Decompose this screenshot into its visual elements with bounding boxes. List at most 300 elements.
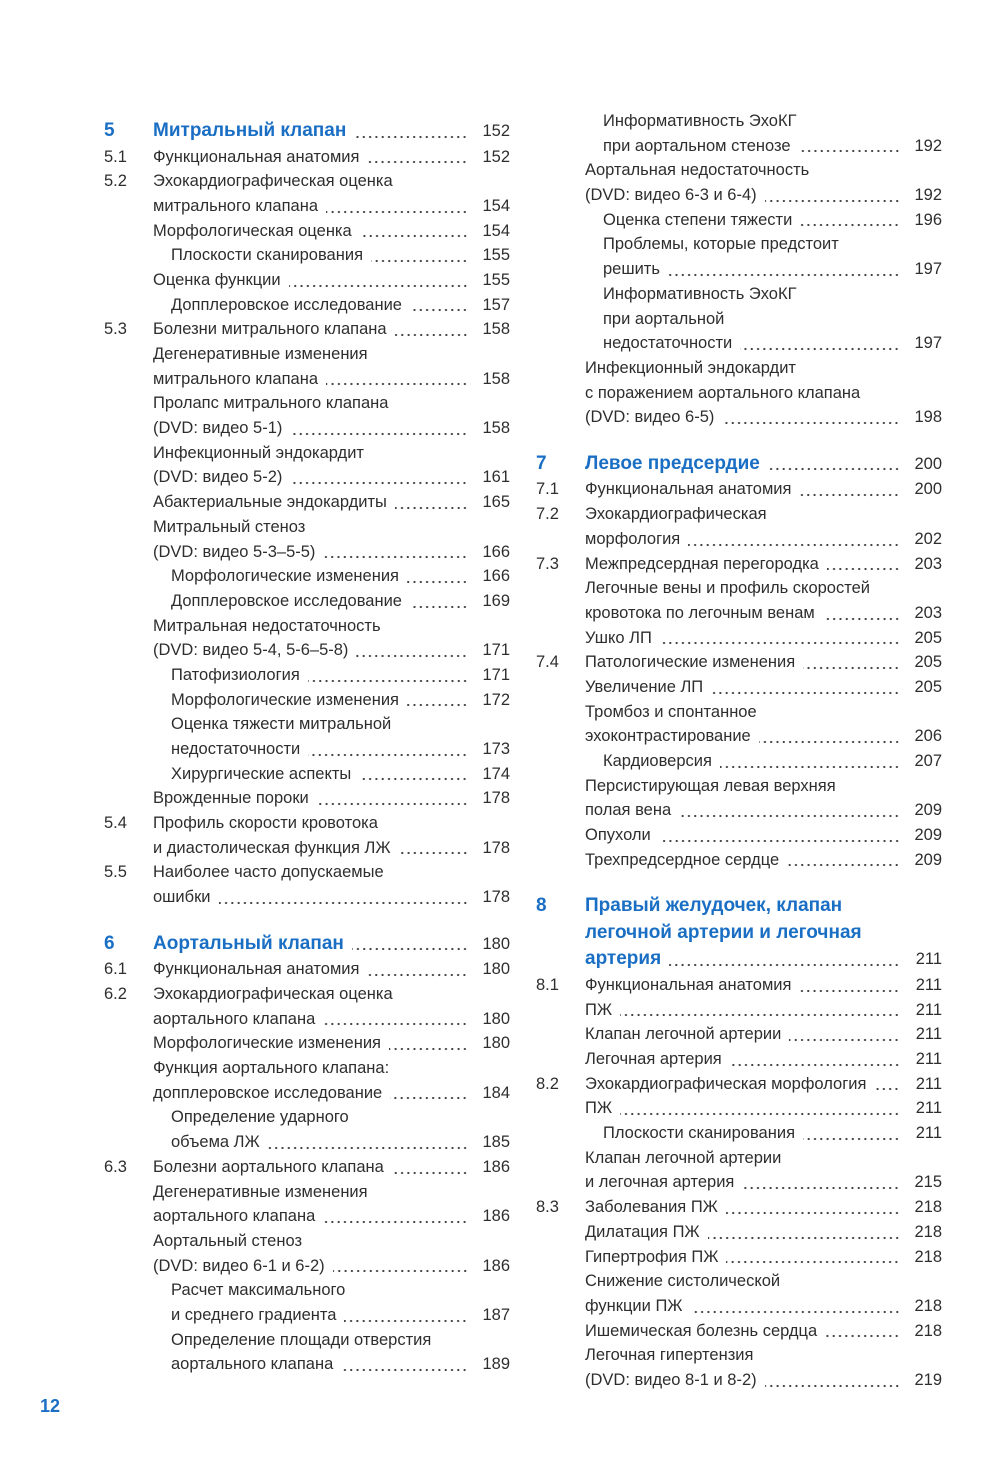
page-ref: 186 — [482, 1157, 510, 1176]
entry-title-line — [104, 367, 510, 392]
section-number: 5.1 — [104, 147, 127, 166]
toc-entry[interactable] — [536, 1319, 942, 1344]
entry-title-text: Аортальная недостаточность — [585, 161, 810, 180]
entry-title-line — [104, 614, 510, 639]
dot-leader — [308, 663, 468, 688]
dot-leader — [660, 626, 900, 651]
toc-entry[interactable] — [536, 109, 942, 158]
entry-title-text: Тромбоз и спонтанное — [585, 702, 757, 721]
toc-entry[interactable] — [104, 811, 510, 860]
page-ref: 218 — [914, 1321, 942, 1340]
entry-title-text: Эхокардиографическая морфология — [585, 1074, 867, 1093]
toc-entry[interactable] — [104, 1328, 510, 1377]
entry-title-text: и легочная артерия — [585, 1173, 735, 1192]
dot-leader — [407, 688, 468, 713]
page-ref: 211 — [915, 1000, 942, 1019]
entry-title-text: (DVD: видео 6-3 и 6-4) — [585, 186, 757, 205]
entry-title-line — [104, 243, 510, 268]
entry-title-text: Трехпредсердное сердце — [585, 850, 780, 869]
entry-title-line — [536, 700, 942, 725]
page-ref: 219 — [914, 1370, 942, 1389]
dot-leader — [787, 848, 900, 873]
toc-entry[interactable] — [104, 589, 510, 614]
toc-entry[interactable] — [104, 268, 510, 293]
dot-leader — [620, 1096, 900, 1121]
toc-entry[interactable] — [536, 774, 942, 823]
dot-leader — [356, 638, 468, 663]
entry-title-text: Хирургические аспекты — [171, 764, 352, 783]
entry-title-line — [104, 663, 510, 688]
entry-title-text: Абактериальные эндокардиты — [153, 493, 387, 512]
entry-title-text: Межпредсердная перегородка — [585, 554, 819, 573]
entry-title-line — [536, 724, 942, 749]
entry-title-text: Левое предсердие — [585, 452, 760, 474]
toc-entry[interactable] — [104, 614, 510, 663]
toc-entry[interactable] — [104, 317, 510, 342]
dot-leader — [799, 134, 900, 159]
entry-title-line — [104, 169, 510, 194]
entry-title-text: аортального клапана — [153, 1009, 316, 1028]
entry-title-line — [536, 381, 942, 406]
entry-title-line — [104, 118, 510, 145]
entry-title-text: Правый желудочек, клапан — [585, 895, 843, 917]
toc-entry[interactable] — [536, 1121, 942, 1146]
toc-entry[interactable] — [104, 441, 510, 490]
entry-title-line — [104, 957, 510, 982]
toc-entry[interactable] — [536, 477, 942, 502]
dot-leader — [726, 1245, 900, 1270]
page-ref: 205 — [914, 628, 942, 647]
section-number: 7.2 — [536, 505, 559, 524]
section-number: 6.2 — [104, 985, 127, 1003]
dot-leader — [711, 675, 900, 700]
entry-title-text: Легочная гипертензия — [585, 1346, 754, 1365]
section-number: 7 — [536, 452, 547, 474]
page-ref: 158 — [482, 369, 510, 388]
entry-title-text: Морфологические изменения — [171, 690, 399, 709]
entry-title-line — [536, 1022, 942, 1047]
page-ref: 211 — [915, 1074, 942, 1093]
toc-entry[interactable] — [104, 243, 510, 268]
toc-chapter[interactable] — [104, 118, 510, 145]
entry-title-line — [104, 1180, 510, 1205]
dot-leader — [290, 465, 468, 490]
entry-title-text: Митральная недостаточность — [153, 616, 381, 635]
entry-title-line — [536, 893, 942, 920]
entry-title-text: Болезни аортального клапана — [153, 1157, 384, 1176]
page-ref: 166 — [482, 567, 510, 586]
entry-title-text: Митральный стеноз — [153, 517, 306, 536]
entry-title-text: Функциональная анатомия — [153, 960, 360, 979]
entry-title-line — [536, 1121, 942, 1146]
entry-title-line — [536, 973, 942, 998]
toc-entry[interactable] — [104, 391, 510, 440]
dot-leader — [219, 885, 468, 910]
entry-title-text: при аортальном стенозе — [603, 136, 791, 155]
entry-title-line — [104, 342, 510, 367]
entry-title-line — [536, 1368, 942, 1393]
toc-entry[interactable] — [536, 502, 942, 551]
entry-title-line — [536, 1269, 942, 1294]
toc-entry[interactable] — [104, 515, 510, 564]
page-ref: 218 — [914, 1198, 942, 1217]
page-ref: 172 — [482, 690, 510, 709]
page-ref: 186 — [482, 1207, 510, 1226]
toc-entry[interactable] — [104, 342, 510, 391]
section-number: 5.4 — [104, 814, 127, 833]
entry-title-line — [536, 1047, 942, 1072]
toc-entry[interactable] — [104, 957, 510, 982]
page-ref: 158 — [482, 419, 510, 438]
entry-title-line — [536, 946, 942, 973]
toc-entry[interactable] — [536, 749, 942, 774]
toc-entry[interactable] — [104, 490, 510, 515]
entry-title-text: ПЖ — [585, 1099, 613, 1118]
entry-title-line — [104, 860, 510, 885]
entry-title-text: Гипертрофия ПЖ — [585, 1247, 719, 1266]
page-ref: 158 — [482, 320, 510, 339]
entry-title-text: Оценка тяжести митральной — [171, 715, 392, 734]
page-ref: 211 — [915, 950, 942, 969]
toc-entry[interactable] — [104, 219, 510, 244]
page-ref: 173 — [482, 740, 510, 758]
page-ref: 180 — [482, 1009, 510, 1028]
entry-title-line — [104, 1278, 510, 1303]
page-ref: 192 — [914, 136, 942, 155]
entry-title-text: Пролапс митрального клапана — [153, 394, 389, 413]
toc-entry[interactable] — [536, 1269, 942, 1318]
section-number: 7.3 — [536, 554, 559, 573]
entry-title-line — [536, 1170, 942, 1195]
toc-entry[interactable] — [536, 208, 942, 233]
entry-title-line — [104, 317, 510, 342]
dot-leader — [768, 451, 900, 478]
page-ref: 174 — [482, 764, 510, 783]
toc-entry[interactable] — [536, 576, 942, 625]
page-ref: 200 — [914, 454, 942, 473]
page-ref: 189 — [482, 1355, 510, 1374]
dot-leader — [708, 1220, 900, 1245]
toc-entry[interactable] — [536, 700, 942, 749]
entry-title-line — [104, 589, 510, 614]
entry-title-line — [104, 811, 510, 836]
entry-title-line — [104, 1328, 510, 1353]
toc-entry[interactable] — [536, 1195, 942, 1220]
toc-entry[interactable] — [104, 712, 510, 761]
entry-title-text: аортального клапана — [153, 1207, 316, 1226]
section-number: 5.3 — [104, 320, 127, 339]
dot-leader — [371, 243, 468, 268]
entry-title-text: Морфологическая оценка — [153, 221, 352, 240]
entry-title-text: (DVD: видео 6-5) — [585, 408, 715, 427]
dot-leader — [344, 1303, 468, 1328]
entry-title-text: Дегенеративные изменения — [153, 345, 368, 363]
entry-title-line — [104, 737, 510, 762]
page-ref: 166 — [482, 542, 510, 561]
entry-title-text: легочной артерии и легочная — [585, 921, 862, 943]
entry-title-text: (DVD: видео 5-4, 5-6–5-8) — [153, 641, 349, 660]
entry-title-line — [536, 257, 942, 282]
toc-entry[interactable] — [104, 1056, 510, 1105]
dot-leader — [333, 1254, 468, 1279]
section-number: 8.2 — [536, 1074, 559, 1093]
entry-title-line — [536, 650, 942, 675]
section-number: 7.1 — [536, 480, 559, 499]
dot-leader — [825, 1319, 900, 1344]
page-ref: 178 — [482, 888, 510, 907]
entry-title-line — [536, 626, 942, 651]
entry-title-text: артерия — [585, 948, 662, 970]
page-ref: 178 — [482, 789, 510, 808]
page-ref: 211 — [915, 975, 942, 994]
entry-title-text: Патофизиология — [171, 665, 300, 684]
page-ref: 180 — [482, 960, 510, 979]
entry-title-text: Плоскости сканирования — [171, 246, 363, 265]
toc-entry[interactable] — [104, 1031, 510, 1056]
entry-title-text: Проблемы, которые предстоит — [603, 235, 839, 254]
toc-entry[interactable] — [104, 663, 510, 688]
toc-entry[interactable] — [536, 1022, 942, 1047]
entry-title-line — [104, 1254, 510, 1279]
entry-title-text: Кардиоверсия — [603, 752, 712, 770]
entry-title-text: Функциональная анатомия — [585, 480, 792, 499]
entry-title-text: Ишемическая болезнь сердца — [585, 1321, 818, 1340]
toc-entry[interactable] — [536, 1220, 942, 1245]
dot-leader — [620, 998, 900, 1023]
section-number: 6.1 — [104, 960, 127, 979]
toc-entry[interactable] — [536, 998, 942, 1023]
section-number: 5.2 — [104, 172, 127, 191]
entry-title-text: недостаточности — [171, 740, 301, 758]
toc-entry[interactable] — [536, 1146, 942, 1195]
entry-title-line — [536, 552, 942, 577]
entry-title-text: Врожденные пороки — [153, 789, 309, 808]
entry-title-line — [104, 465, 510, 490]
toc-column-left — [104, 118, 510, 1377]
entry-title-text: Морфологические изменения — [171, 567, 399, 586]
page-ref: 184 — [482, 1083, 510, 1102]
entry-title-line — [536, 848, 942, 873]
toc-entry[interactable] — [536, 356, 942, 430]
dot-leader — [268, 1130, 468, 1155]
toc-chapter[interactable] — [104, 931, 510, 958]
toc-entry[interactable] — [104, 169, 510, 218]
entry-title-text: Функциональная анатомия — [153, 147, 360, 166]
entry-title-line — [104, 540, 510, 565]
entry-title-text: полая вена — [585, 801, 672, 820]
toc-entry[interactable] — [104, 145, 510, 170]
entry-title-line — [104, 712, 510, 737]
entry-title-line — [536, 774, 942, 799]
entry-title-text: Опухоли — [585, 826, 651, 845]
page-ref: 171 — [482, 665, 510, 684]
dot-leader — [410, 589, 468, 614]
dot-leader — [359, 762, 468, 787]
entry-title-text: Допплеровское исследование — [171, 591, 402, 610]
toc-entry[interactable] — [536, 675, 942, 700]
section-number: 6.3 — [104, 1157, 127, 1176]
entry-title-text: Заболевания ПЖ — [585, 1198, 718, 1217]
dot-leader — [407, 564, 468, 589]
toc-entry[interactable] — [104, 1229, 510, 1278]
page-ref: 187 — [482, 1305, 510, 1324]
dot-leader — [669, 946, 900, 973]
dot-leader — [323, 1204, 468, 1229]
dot-leader — [742, 1170, 900, 1195]
dot-leader — [789, 1022, 900, 1047]
toc-entry[interactable] — [104, 1180, 510, 1229]
dot-leader — [308, 737, 468, 762]
toc-entry[interactable] — [536, 650, 942, 675]
toc-entry[interactable] — [536, 232, 942, 281]
page-ref: 218 — [914, 1247, 942, 1266]
section-number: 7.4 — [536, 653, 559, 672]
toc-entry[interactable] — [536, 1245, 942, 1270]
page-ref: 169 — [482, 591, 510, 610]
entry-title-text: (DVD: видео 5-2) — [153, 468, 283, 487]
page-ref: 206 — [914, 727, 942, 746]
page-ref: 207 — [914, 752, 942, 770]
dot-leader — [874, 1072, 900, 1097]
dot-leader — [688, 527, 900, 552]
entry-title-text: ошибки — [153, 888, 211, 907]
entry-title-text: ПЖ — [585, 1000, 613, 1019]
toc-entry[interactable] — [536, 626, 942, 651]
dot-leader — [317, 786, 468, 811]
entry-title-text: Аортальный клапан — [153, 932, 344, 954]
toc-entry[interactable] — [536, 848, 942, 873]
entry-title-line — [104, 564, 510, 589]
dot-leader — [354, 118, 468, 145]
page-ref: 198 — [914, 408, 942, 427]
entry-title-text: Профиль скорости кровотока — [153, 814, 378, 833]
entry-title-text: Инфекционный эндокардит — [585, 358, 796, 377]
entry-title-text: Эхокардиографическая оценка — [153, 172, 393, 191]
entry-title-text: Эхокардиографическая — [585, 505, 767, 524]
toc-entry[interactable] — [536, 1096, 942, 1121]
page-ref: 196 — [914, 210, 942, 229]
entry-title-line — [536, 208, 942, 233]
page-ref: 192 — [914, 186, 942, 205]
entry-title-text: Определение ударного — [171, 1108, 349, 1127]
entry-title-line — [104, 515, 510, 540]
page-ref: 211 — [915, 1025, 942, 1044]
entry-title-line — [104, 145, 510, 170]
page-ref: 203 — [914, 603, 942, 622]
page-ref: 178 — [482, 838, 510, 857]
entry-title-line — [536, 601, 942, 626]
dot-leader — [765, 183, 900, 208]
dot-leader — [390, 1081, 468, 1106]
toc-entry[interactable] — [104, 293, 510, 318]
entry-title-line — [104, 1155, 510, 1180]
toc-entry[interactable] — [104, 1105, 510, 1154]
toc-chapter[interactable] — [536, 893, 942, 973]
toc-column-right — [536, 109, 942, 1393]
dot-leader — [740, 331, 900, 356]
entry-title-line — [104, 1007, 510, 1032]
toc-entry[interactable] — [536, 552, 942, 577]
toc-entry[interactable] — [104, 564, 510, 589]
toc-entry[interactable] — [536, 1047, 942, 1072]
toc-entry[interactable] — [536, 158, 942, 207]
toc-entry[interactable] — [536, 1343, 942, 1392]
page-ref: 161 — [482, 468, 510, 487]
toc-entry[interactable] — [104, 688, 510, 713]
dot-leader — [323, 1007, 468, 1032]
entry-title-line — [536, 477, 942, 502]
dot-leader — [722, 405, 900, 430]
dot-leader — [803, 1121, 900, 1146]
toc-chapter[interactable] — [536, 451, 942, 478]
entry-title-line — [536, 798, 942, 823]
page-ref: 211 — [915, 1124, 942, 1143]
toc-entry[interactable] — [104, 1155, 510, 1180]
entry-title-line — [104, 762, 510, 787]
page-ref: 157 — [482, 295, 510, 314]
section-number: 6 — [104, 932, 115, 954]
dot-leader — [668, 257, 900, 282]
page-ref: 203 — [914, 554, 942, 573]
page-ref: 197 — [914, 260, 942, 279]
entry-title-line — [536, 1146, 942, 1171]
entry-title-text: Информативность ЭхоКГ — [603, 112, 797, 130]
dot-leader — [341, 1352, 468, 1377]
entry-title-line — [536, 576, 942, 601]
toc-entry[interactable] — [536, 282, 942, 356]
entry-title-text: Болезни митрального клапана — [153, 320, 387, 339]
toc-entry[interactable] — [536, 823, 942, 848]
entry-title-line — [536, 920, 942, 947]
entry-title-text: митрального клапана — [153, 196, 319, 215]
entry-title-line — [104, 1352, 510, 1377]
toc-entry[interactable] — [536, 973, 942, 998]
entry-title-text: Определение площади отверстия — [171, 1330, 432, 1349]
toc-entry[interactable] — [104, 860, 510, 909]
entry-title-line — [104, 1056, 510, 1081]
page-ref: 185 — [482, 1133, 510, 1152]
dot-leader — [367, 145, 468, 170]
entry-title-text: Оценка степени тяжести — [603, 210, 793, 229]
toc-entry[interactable] — [536, 1072, 942, 1097]
entry-title-line — [536, 331, 942, 356]
entry-title-text: Дегенеративные изменения — [153, 1182, 368, 1201]
dot-leader — [730, 1047, 900, 1072]
dot-leader — [367, 957, 468, 982]
page-ref: 152 — [482, 147, 510, 166]
entry-title-line — [104, 416, 510, 441]
page-ref: 211 — [915, 1099, 942, 1118]
toc-entry[interactable] — [104, 982, 510, 1031]
section-number: 5 — [104, 120, 115, 141]
page-ref: 200 — [914, 480, 942, 499]
page-ref: 165 — [482, 493, 510, 512]
entry-title-line — [104, 219, 510, 244]
entry-title-line — [104, 688, 510, 713]
entry-title-text: Клапан легочной артерии — [585, 1025, 782, 1044]
entry-title-text: Патологические изменения — [585, 653, 796, 672]
toc-entry[interactable] — [104, 1278, 510, 1327]
entry-title-text: Персистирующая левая верхняя — [585, 776, 836, 795]
entry-title-line — [536, 109, 942, 134]
dot-leader — [389, 1031, 468, 1056]
toc-entry[interactable] — [104, 786, 510, 811]
entry-title-text: Аортальный стеноз — [153, 1231, 303, 1250]
entry-title-text: допплеровское исследование — [153, 1083, 383, 1102]
dot-leader — [290, 416, 468, 441]
toc-entry[interactable] — [104, 762, 510, 787]
page-number: 12 — [40, 1396, 61, 1416]
